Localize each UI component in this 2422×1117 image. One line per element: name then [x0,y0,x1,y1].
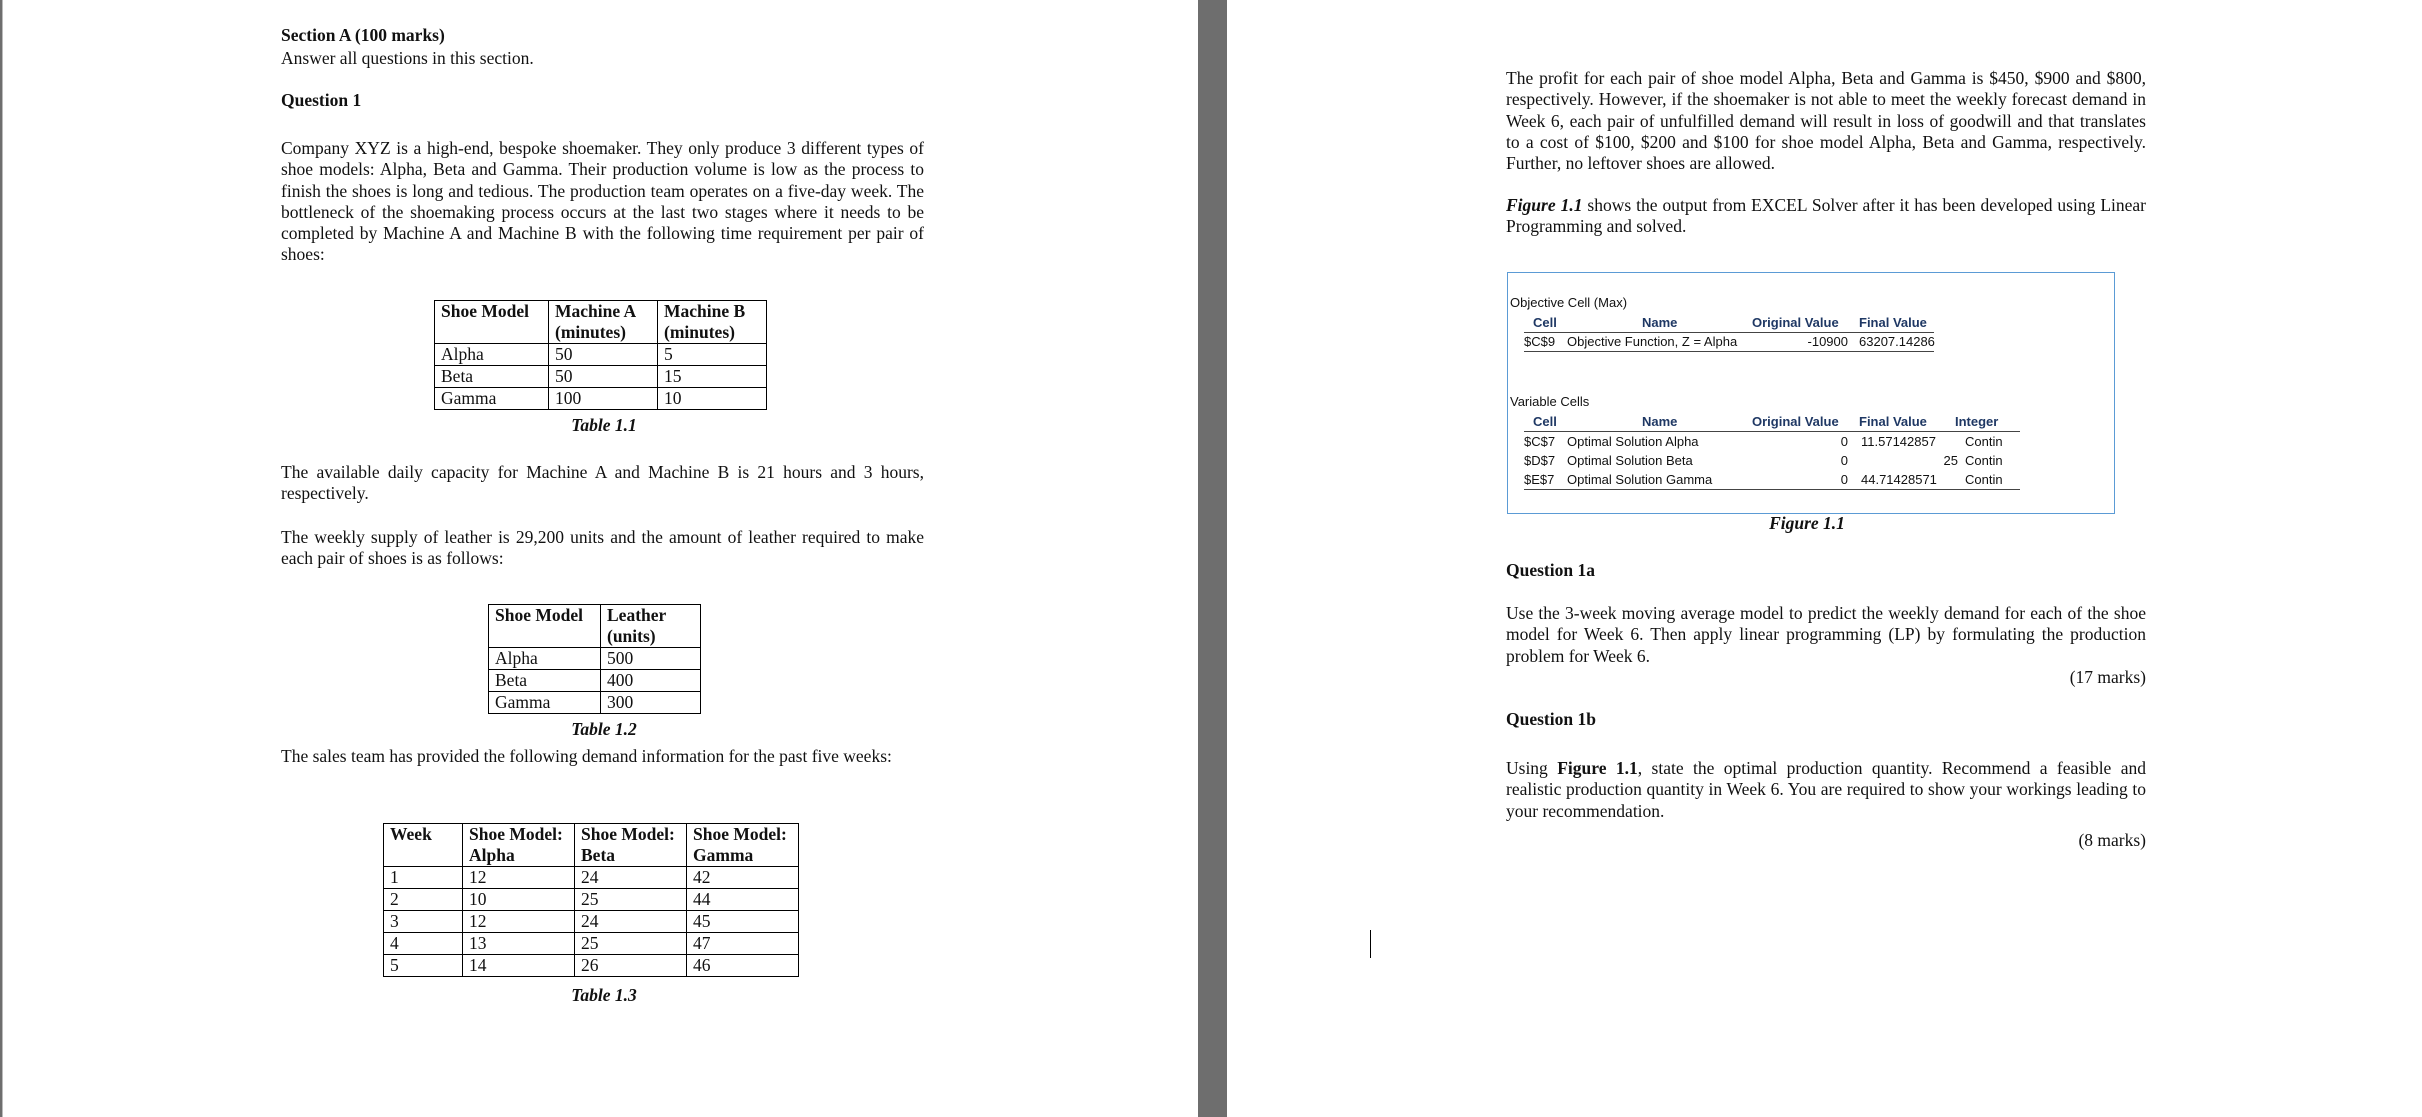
variable-row-integer: Contin [1965,453,2003,468]
table-1-3-caption: Table 1.3 [571,985,637,1005]
table-cell: 50 [549,366,658,388]
table-1-3 [383,823,799,977]
objective-row-name: Objective Function, Z = Alpha [1567,334,1738,349]
objective-bottom-rule [1524,351,1934,352]
variable-header-original: Original Value [1752,414,1839,429]
table-cell: 24 [575,867,687,889]
question-1a-marks: (17 marks) [2069,667,2146,687]
table-row [489,692,701,714]
section-instruction: Answer all questions in this section. [281,48,534,68]
table-row [384,955,799,977]
section-title: Section A (100 marks) [281,25,445,45]
figure-1-1-caption: Figure 1.1 [1769,513,1845,533]
table-cell: 15 [658,366,767,388]
table-cell: 300 [601,692,701,714]
objective-header-name: Name [1642,315,1678,330]
variable-row-original: 0 [1840,434,1848,449]
variable-row-final: 11.57142857 [1861,434,1936,449]
variable-row-name: Optimal Solution Gamma [1567,472,1713,487]
figure-reference-bold: Figure 1.1 [1506,195,1583,215]
table-1-2-header: Leather (units) [601,605,701,648]
document-page-right [1227,0,2422,1117]
excel-solver-output [1507,272,2115,514]
variable-row-name: Optimal Solution Beta [1567,453,1693,468]
table-cell: 500 [601,648,701,670]
variable-header-name: Name [1642,414,1678,429]
table-cell: 12 [463,867,575,889]
question-1b-marks: (8 marks) [2078,830,2146,850]
table-cell: 26 [575,955,687,977]
table-cell: 46 [687,955,799,977]
table-cell: 45 [687,911,799,933]
table-row [384,933,799,955]
table-1-3-header: Shoe Model: Gamma [687,824,799,867]
table-cell: Beta [435,366,549,388]
objective-row-original: -10900 [1807,334,1848,349]
table-cell: Alpha [435,344,549,366]
objective-row-final: 63207.14286 [1859,334,1935,349]
table-cell: 10 [658,388,767,410]
table-row [489,648,701,670]
variable-header-integer: Integer [1955,414,1999,429]
table-cell: 14 [463,955,575,977]
variable-row-final: 25 [1943,453,1958,468]
variable-bottom-rule [1524,489,2020,490]
profit-paragraph: The profit for each pair of shoe model Alpha, Beta and Gamma is $450, $900 and $800, respectively. However, if the shoemaker is not able to meet the weekly forecast demand in Week 6, each pair of unfulfilled demand will result in loss of goodwill and that translates to a cost of $100, $200 and $100 for shoe model Alpha, Beta and Gamma, respectively. Further, no leftover shoes are allowed. [1506,68,2146,174]
variable-row-original: 0 [1840,472,1848,487]
table-row [435,366,767,388]
variable-row-original: 0 [1840,453,1848,468]
table-1-3-header: Shoe Model: Alpha [463,824,575,867]
table-cell: 10 [463,889,575,911]
variable-row-integer: Contin [1965,472,2003,487]
question-1a-text: Use the 3-week moving average model to predict the weekly demand for each of the shoe model for Week 6. Then apply linear programming (LP) by formulating the production problem for Week 6. [1506,603,2146,666]
table-cell: 5 [658,344,767,366]
table-cell: Beta [489,670,601,692]
table-cell: 400 [601,670,701,692]
variable-cells-label: Variable Cells [1510,394,1590,409]
table-1-2-header: Shoe Model [489,605,601,648]
table-cell: 42 [687,867,799,889]
table-cell: 25 [575,889,687,911]
variable-row-cell: $E$7 [1524,472,1555,487]
table-cell: Gamma [435,388,549,410]
variable-row-cell: $C$7 [1524,434,1556,449]
figure-reference-paragraph [1506,195,2146,238]
question-1b-figure-ref: Figure 1.1 [1557,758,1638,778]
table-cell: 47 [687,933,799,955]
objective-header-original: Original Value [1752,315,1839,330]
table-cell: 44 [687,889,799,911]
table-row [489,670,701,692]
objective-header-rule [1524,332,1934,333]
table-cell: 24 [575,911,687,933]
table-1-2-caption: Table 1.2 [571,719,637,739]
objective-header-cell: Cell [1533,315,1557,330]
figure-reference-text: shows the output from EXCEL Solver after it has been developed using Linear Programming and solved. [1506,195,2146,237]
table-1-2 [488,604,701,714]
table-1-3-header: Week [384,824,463,867]
capacity-paragraph: The available daily capacity for Machine A and Machine B is 21 hours and 3 hours, respectively. [281,462,924,504]
table-1-1-caption: Table 1.1 [571,415,637,435]
question-title: Question 1 [281,90,362,110]
table-cell: 5 [384,955,463,977]
variable-row-cell: $D$7 [1524,453,1556,468]
table-1-3-header: Shoe Model: Beta [575,824,687,867]
table-cell: 25 [575,933,687,955]
table-cell: 100 [549,388,658,410]
document-page-left [2,0,1198,1117]
demand-paragraph: The sales team has provided the following demand information for the past five weeks: [281,746,892,766]
intro-paragraph: Company XYZ is a high-end, bespoke shoemaker. They only produce 3 different types of shoe models: Alpha, Beta and Gamma. Their production volume is low as the process to finish the shoes is long and tedious. The production team operates on a five-day week. The bottleneck of the shoemaking process occurs at the last two stages where it needs to be completed by Machine A and Machine B with the following time requirement per pair of shoes: [281,138,924,265]
table-row [384,911,799,933]
variable-row-integer: Contin [1965,434,2003,449]
question-1b-title: Question 1b [1506,709,1596,729]
question-1b-text-pre: Using [1506,758,1558,778]
table-row [384,867,799,889]
question-1a-title: Question 1a [1506,560,1595,580]
table-row [435,388,767,410]
table-cell: 3 [384,911,463,933]
table-cell: 50 [549,344,658,366]
table-1-1-header: Machine A (minutes) [549,301,658,344]
table-cell: Alpha [489,648,601,670]
question-1b-text-post: , state the optimal production quantity. Recommend a feasible and realistic production quantity in Week 6. You are required to show your workings leading to your recommendation. [1506,758,2146,821]
objective-header-final: Final Value [1859,315,1927,330]
variable-row-final: 44.71428571 [1861,472,1937,487]
objective-cell-label: Objective Cell (Max) [1510,295,1628,310]
table-1-1 [434,300,767,410]
variable-row-name: Optimal Solution Alpha [1567,434,1699,449]
table-cell: 2 [384,889,463,911]
leather-paragraph: The weekly supply of leather is 29,200 units and the amount of leather required to make each pair of shoes is as follows: [281,527,924,569]
table-row [435,344,767,366]
question-1b-text [1506,758,2146,822]
table-1-1-header: Machine B (minutes) [658,301,767,344]
table-cell: 13 [463,933,575,955]
text-cursor [1370,930,1371,958]
table-cell: 12 [463,911,575,933]
objective-row-cell: $C$9 [1524,334,1556,349]
table-cell: Gamma [489,692,601,714]
table-cell: 1 [384,867,463,889]
variable-header-final: Final Value [1859,414,1927,429]
variable-header-rule [1524,431,2020,432]
table-cell: 4 [384,933,463,955]
variable-header-cell: Cell [1533,414,1557,429]
table-row [384,889,799,911]
table-1-1-header: Shoe Model [435,301,549,344]
